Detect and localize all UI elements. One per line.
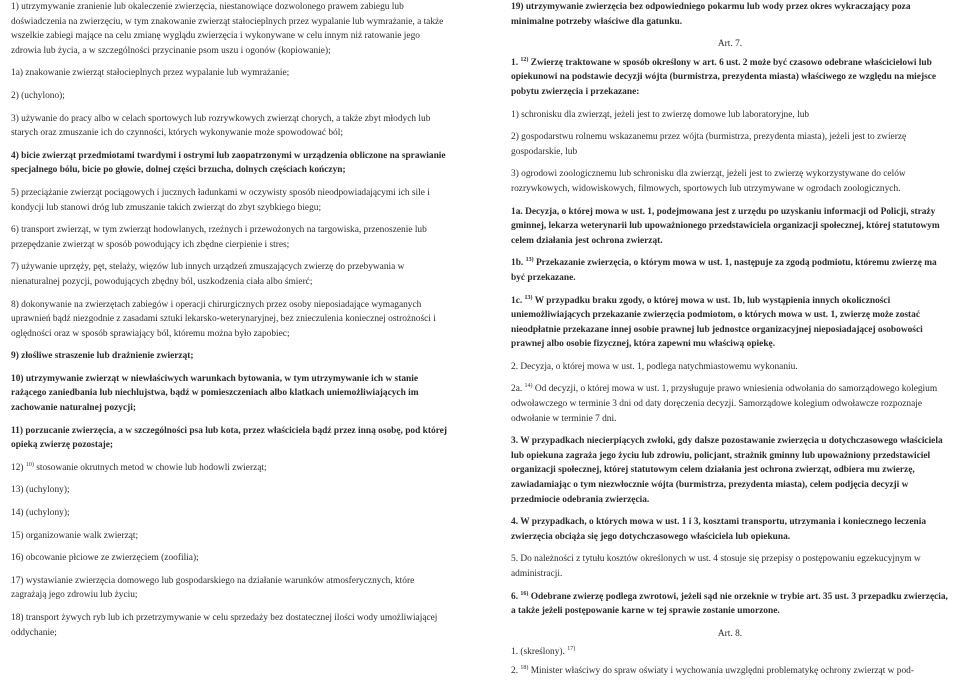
art7-section-2a: 2a. $^{14)}$ Od decyzji, o której mowa w ust. 1, przysługuje prawo wniesienia odwołania do samorządowego kolegium odwoławczego w terminie 3 dni od daty doręczenia decyzji. Samorządowe kolegium odwoławcze rozpoznaje odwołanie w terminie 7 dni. [511, 383, 938, 424]
footnote-ref: 12) [520, 56, 529, 63]
footnote-ref: 17) [567, 646, 576, 653]
left-column [11, 0, 451, 648]
art7-section-4: 4. W przypadkach, o których mowa w ust. 1 i 3, kosztami transportu, utrzymania i koniecznego leczenia zwierzęcia obciąża się jego dotychczasowego właściciela lub opiekuna. [511, 517, 927, 542]
art7-section-1a: 1a. Decyzja, o której mowa w ust. 1, podejmowana jest z urzędu po uzyskaniu informacji od Policji, straży gminnej, lekarza weterynarii lub upoważnionego przedstawiciela organizacji społecznej, której statutowym celem działania jest ochrona zwierząt. [511, 206, 940, 246]
footnote-ref: 14) [524, 383, 533, 390]
footnote-ref: 16) [520, 590, 529, 597]
art7-section-3: 3. W przypadkach niecierpiących zwłoki, gdy dalsze pozostawanie zwierzęcia u dotychczasowego właściciela lub opiekuna zagraża jego życiu lub zdrowiu, policjant, strażnik gminny lub upoważniony przedstawiciel organizacji społecznej, której statutowym celem działania jest ochrona zwierząt, odbiera mu zwierzę, zawiadamiając o tym niezwłocznie wójta (burmistrza, prezydenta miasta), celem podjęcia decyzji w przedmiocie odebrania zwierzęcia. [511, 436, 943, 505]
list-item: 2) (uchylono); [11, 90, 65, 101]
item-19: 19) utrzymywanie zwierzęcia bez odpowiedniego pokarmu lub wody przez okres wykraczający poza minimalne potrzeby właściwe dla gatunku. [511, 2, 911, 27]
art8-section-1: 1. (skreślony). $^{17)}$ [511, 646, 576, 658]
list-item: 15) organizowanie walk zwierząt; [11, 530, 139, 541]
list-item: 7) używanie uprzęży, pęt, stelaży, więzów lub innych urządzeń zmuszających zwierzę do przebywania w nienaturalnej pozycji, powodujących zbędny ból, uszkodzenia ciała albo śmierć; [11, 262, 405, 287]
article-7-heading: Art. 7. [717, 39, 743, 50]
art7-section-6: 6. $^{16)}$ Odebrane zwierzę podlega zwrotowi, jeżeli sąd nie orzeknie w trybie art. 35 ust. 3 przepadku zwierzęcia, a także jeżeli postępowanie karne w tej sprawie zostanie umorzone. [511, 590, 948, 617]
list-item: 4) bicie zwierząt przedmiotami twardymi i ostrymi lub zaopatrzonymi w urządzenia obliczone na sprawianie specjalnego bólu, bicie po głowie, dolnej części brzucha, dolnych częściach kończyn; [11, 150, 446, 176]
list-item: 5) przeciążanie zwierząt pociągowych i jucznych ładunkami w oczywisty sposób nieodpowiadającymi ich sile i kondycji lub stanowi dróg lub zmuszanie takich zwierząt do zbyt szybkiego biegu; [11, 187, 430, 213]
art7-section-5: 5. Do należności z tytułu kosztów określonych w ust. 4 stosuje się przepisy o postępowaniu egzekucyjnym w administracji. [511, 554, 921, 579]
footnote-ref: 10) [25, 461, 34, 468]
list-item: 12) $^{10)}$ stosowanie okrutnych metod w chowie lub hodowli zwierząt; [11, 461, 267, 473]
list-item: 9) złośliwe straszenie lub drażnienie zwierząt; [11, 351, 194, 362]
art7-section-1b: 1b. $^{13)}$ Przekazanie zwierzęcia, o którym mowa w ust. 1, następuje za zgodą podmiotu, któremu zwierzę ma być przekazane. [511, 257, 937, 283]
art7-item-2: 2) gospodarstwu rolnemu wskazanemu przez wójta (burmistrza, prezydenta miasta), jeżeli jest to zwierzę gospodarskie, lub [511, 132, 907, 157]
list-item: 14) (uchylony); [11, 508, 70, 519]
list-item: 18) transport żywych ryb lub ich przetrzymywanie w celu sprzedaży bez dostatecznej ilości wody umożliwiającej oddychanie; [11, 613, 438, 638]
footnote-ref: 13) [525, 257, 534, 264]
list-item: 11) porzucanie zwierzęcia, a w szczególności psa lub kota, przez właściciela bądź przez inną osobę, pod której opieką zwierzę pozostaje; [11, 425, 447, 451]
footnote-ref: 18) [520, 664, 529, 671]
list-item: 10) utrzymywanie zwierząt w niewłaściwych warunkach bytowania, w tym utrzymywanie ich w stanie rażącego zaniedbania lub niechlujstwa, bądź w pomieszczeniach albo klatkach uniemożliwiających im zachowanie naturalnej pozycji; [11, 373, 419, 414]
art7-section-1c: 1c. $^{13)}$ W przypadku braku zgody, o której mowa w ust. 1b, lub wystąpienia innych okoliczności uniemożliwiających przekazanie zwierzęcia podmiotom, o których mowa w ust. 1, zwierzę może zostać nieodpłatnie przekazane innej osobie prawnej lub jednostce organizacyjnej nieposiadającej osobowości prawnej albo osobie fizycznej, która zapewni mu właściwą opiekę. [511, 294, 923, 350]
list-item: 13) (uchylony); [11, 485, 70, 496]
right-column [511, 0, 949, 683]
article-8-heading: Art. 8. [717, 628, 743, 639]
list-item: 1) utrzymywanie zranienie lub okaleczenie zwierzęcia, niestanowiące dozwolonego prawem zabiegu lub doświadczenia na zwierzęciu, w tym znakowanie zwierząt stałocieplnych przez wypalanie lub wymrażanie, a także wszelkie zabiegi mające na celu zmianę wyglądu zwierzęcia i wykonywane w celu innym niż ratowanie jego zdrowia lub życia, a w szczególności przycinanie psom uszu i ogonów (kopiowanie); [11, 2, 444, 56]
list-item: 17) wystawianie zwierzęcia domowego lub gospodarskiego na działanie warunków atmosferycznych, które zagrażają jego zdrowiu lub życiu; [11, 575, 415, 601]
art7-item-3: 3) ogrodowi zoologicznemu lub schronisku dla zwierząt, jeżeli jest to zwierzę wykorzystywane do celów rozrywkowych, widowiskowych, filmowych, sportowych lub utrzymywane w ogrodach zoologicznych. [511, 169, 906, 194]
list-item: 3) używanie do pracy albo w celach sportowych lub rozrywkowych zwierząt chorych, a także zbyt młodych lub starych oraz zmuszanie ich do czynności, których wykonywanie może spowodować ból; [11, 113, 431, 139]
list-item: 6) transport zwierząt, w tym zwierząt hodowlanych, rzeźnych i przewożonych na targowiska, przenoszenie lub przepędzanie zwierząt w sposób powodujący ich zbędne cierpienie i stres; [11, 225, 427, 250]
list-item: 16) obcowanie płciowe ze zwierzęciem (zoofilia); [11, 553, 199, 564]
footnote-ref: 13) [524, 294, 533, 301]
art7-section-2: 2. Decyzja, o której mowa w ust. 1, podlega natychmiastowemu wykonaniu. [511, 361, 798, 372]
list-item: 1a) znakowanie zwierząt stałocieplnych przez wypalanie lub wymrażanie; [11, 68, 290, 79]
art8-section-2: 2. $^{18)}$ Minister właściwy do spraw oświaty i wychowania uwzględni problematykę ochrony zwierząt w pod- [511, 664, 914, 676]
art7-section-1: 1. $^{12)}$ Zwierzę traktowane w sposób określony w art. 6 ust. 2 może być czasowo odebrane właścicielowi lub opiekunowi na podstawie decyzji wójta (burmistrza, prezydenta miasta) właściwego ze względu na miejsce pobytu zwierzęcia i przekazane: [511, 56, 937, 97]
art7-item-1: 1) schronisku dla zwierząt, jeżeli jest to zwierzę domowe lub laboratoryjne, lub [511, 109, 810, 120]
list-item: 8) dokonywanie na zwierzętach zabiegów i operacji chirurgicznych przez osoby nieposiadające wymaganych uprawnień bądź niezgodnie z zasadami sztuki lekarsko-weterynaryjnej, bez znieczulenia koniecznej ostrożności i oględności oraz w sposób sprawiający ból, któremu można było zapobiec; [11, 299, 436, 339]
